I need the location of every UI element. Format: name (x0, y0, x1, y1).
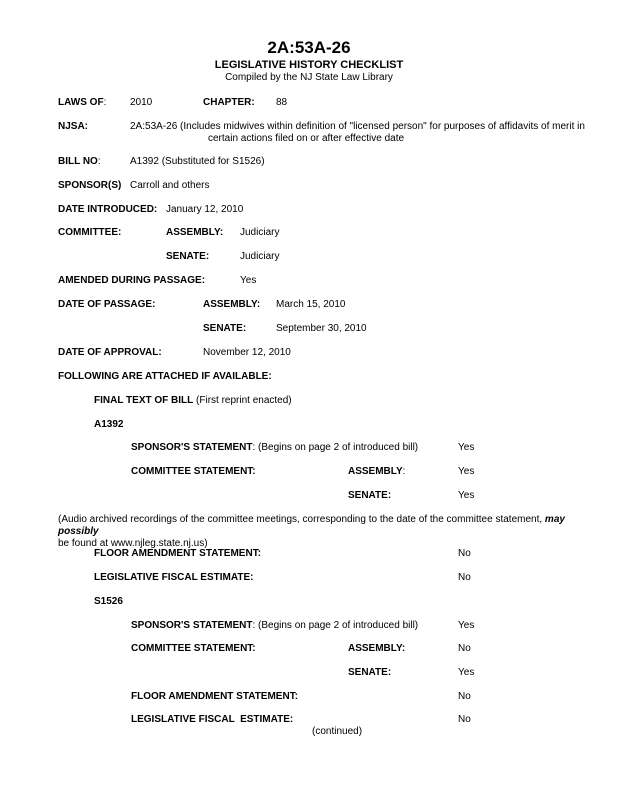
bill-no-value: A1392 (Substituted for S1526) (130, 156, 265, 167)
passage-assembly-date: March 15, 2010 (276, 299, 346, 310)
passage-assembly-label: ASSEMBLY: (203, 299, 261, 310)
s1526-fiscal-estimate-label: LEGISLATIVE FISCAL ESTIMATE: (131, 714, 294, 725)
a1392-sponsor-statement-value: Yes (458, 442, 475, 453)
a1392-fiscal-estimate-value: No (458, 572, 471, 583)
a1392-assembly-value: Yes (458, 466, 475, 477)
final-text-of-bill: FINAL TEXT OF BILL (First reprint enacted) (94, 395, 292, 406)
laws-of-label: LAWS OF: (58, 97, 107, 108)
date-introduced-value: January 12, 2010 (166, 204, 244, 215)
a1392-heading: A1392 (94, 419, 124, 430)
page-title: 2A:53A-26 (267, 38, 351, 57)
attached-heading: FOLLOWING ARE ATTACHED IF AVAILABLE: (58, 371, 272, 382)
bill-no-label: BILL NO: (58, 156, 101, 167)
compiled-by: Compiled by the NJ State Law Library (225, 72, 393, 83)
a1392-committee-statement-label: COMMITTEE STATEMENT: (131, 466, 256, 477)
a1392-senate-value: Yes (458, 490, 475, 501)
committee-assembly-label: ASSEMBLY: (166, 227, 224, 238)
s1526-sponsor-statement-label: SPONSOR'S STATEMENT: (Begins on page 2 of introduced bill) (131, 620, 419, 631)
date-of-approval-value: November 12, 2010 (203, 347, 291, 358)
a1392-assembly-label: ASSEMBLY: (348, 466, 406, 477)
a1392-sponsor-statement-label: SPONSOR'S STATEMENT: (Begins on page 2 of introduced bill) (131, 442, 419, 453)
continued-note: (continued) (312, 726, 363, 737)
amended-value: Yes (240, 275, 257, 286)
a1392-floor-amendment-label: FLOOR AMENDMENT STATEMENT: (94, 548, 262, 559)
committee-senate-value: Judiciary (240, 251, 280, 262)
s1526-senate-label: SENATE: (348, 667, 392, 678)
passage-senate-label: SENATE: (203, 323, 247, 334)
s1526-committee-statement-label: COMMITTEE STATEMENT: (131, 643, 256, 654)
date-of-approval-label: DATE OF APPROVAL: (58, 347, 162, 358)
passage-senate-date: September 30, 2010 (276, 323, 367, 334)
date-introduced-label: DATE INTRODUCED: (58, 204, 158, 215)
amended-label: AMENDED DURING PASSAGE: (58, 275, 206, 286)
a1392-senate-label: SENATE: (348, 490, 392, 501)
njsa-line-2: certain actions filed on or after effective date (208, 133, 405, 144)
laws-of-year: 2010 (130, 97, 153, 108)
s1526-fiscal-estimate-value: No (458, 714, 471, 725)
s1526-senate-value: Yes (458, 667, 475, 678)
checklist-heading: LEGISLATIVE HISTORY CHECKLIST (214, 59, 404, 71)
s1526-assembly-value: No (458, 643, 471, 654)
a1392-fiscal-estimate-label: LEGISLATIVE FISCAL ESTIMATE: (94, 572, 254, 583)
committee-senate-label: SENATE: (166, 251, 210, 262)
njsa-line-1: 2A:53A-26 (Includes midwives within definition of "licensed person" for purposes of affidavits of merit in (130, 121, 585, 132)
sponsors-value: Carroll and others (130, 180, 210, 191)
s1526-floor-amendment-label: FLOOR AMENDMENT STATEMENT: (131, 691, 299, 702)
committee-assembly-value: Judiciary (240, 227, 280, 238)
sponsors-label: SPONSOR(S) (58, 180, 122, 191)
committee-label: COMMITTEE: (58, 227, 122, 238)
njsa-label: NJSA: (58, 121, 89, 132)
s1526-assembly-label: ASSEMBLY: (348, 643, 406, 654)
s1526-floor-amendment-value: No (458, 691, 471, 702)
a1392-floor-amendment-value: No (458, 548, 471, 559)
chapter-number: 88 (276, 97, 288, 108)
date-of-passage-label: DATE OF PASSAGE: (58, 299, 156, 310)
s1526-heading: S1526 (94, 596, 123, 607)
audio-archive-note: (Audio archived recordings of the committee meetings, corresponding to the date of the committee statement, may possibly be found at www.njleg.state.nj.us) (58, 514, 565, 549)
s1526-sponsor-statement-value: Yes (458, 620, 475, 631)
chapter-label: CHAPTER: (203, 97, 255, 108)
